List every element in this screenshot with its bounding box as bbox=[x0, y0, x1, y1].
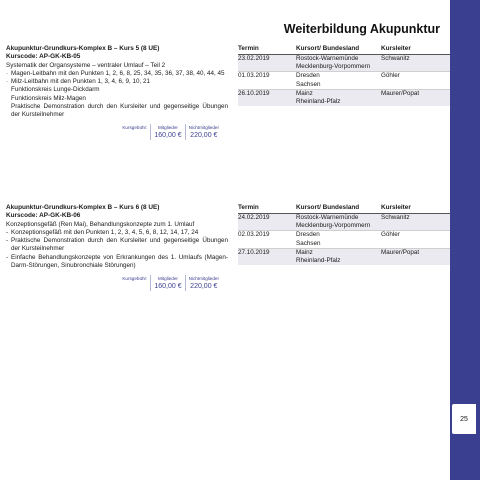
fee-non-members-value: 220,00 € bbox=[190, 283, 218, 291]
course-schedule bbox=[238, 204, 450, 265]
fee-label: Kursgebühr: bbox=[122, 125, 148, 131]
row-date: 27.10.2019 bbox=[238, 248, 296, 257]
row-region: Mecklenburg-Vorpommern bbox=[296, 63, 381, 72]
list-item: - Konzeptionsgefäß mit den Punkten 1, 2, 3, 4, 5, 6, 8, 12, 14, 17, 24 bbox=[6, 229, 199, 237]
row-location: Mainz bbox=[296, 89, 381, 98]
fee-members-label: Mitglieder bbox=[158, 125, 178, 131]
row-location: Rostock-Warnemünde bbox=[296, 214, 381, 223]
list-item: Funktionskreis Milz-Magen bbox=[11, 94, 86, 102]
list-item: Funktionskreis Lunge-Dickdarm bbox=[11, 86, 100, 94]
fee-non-members-value: 220,00 € bbox=[190, 132, 218, 140]
row-instructor: Schwanitz bbox=[381, 214, 450, 223]
page-title: Weiterbildung Akupunktur bbox=[283, 22, 440, 36]
column-header-location: Kursort/ Bundesland bbox=[296, 204, 381, 214]
row-instructor: Maurer/Popat bbox=[381, 248, 450, 257]
table-row-continued bbox=[238, 98, 450, 106]
fee-non-members-label: Nichtmitglieder bbox=[188, 276, 219, 282]
row-instructor: Göhler bbox=[381, 231, 450, 240]
table-row bbox=[238, 72, 450, 81]
row-region: Sachsen bbox=[296, 239, 321, 247]
list-item: - Einfache Behandlungskonzepte von Erkrankungen des 1. Umlaufs (Magen-Darm-Störungen, Sinubronchiale Störungen) bbox=[6, 253, 228, 269]
course-description bbox=[6, 204, 228, 291]
column-header-instructor: Kursleiter bbox=[381, 45, 450, 55]
list-item: · Magen-Leitbahn mit den Punkten 1, 2, 6, 8, 25, 34, 35, 36, 37, 38, 40, 44, 45 bbox=[6, 70, 225, 78]
row-region: Mecklenburg-Vorpommern bbox=[296, 222, 381, 231]
table-row-continued bbox=[238, 81, 450, 90]
list-item: · Milz-Leitbahn mit den Punkten 1, 3, 4, 6, 9, 10, 21 bbox=[6, 78, 150, 86]
fee-non-members-label: Nichtmitglieder bbox=[188, 125, 219, 131]
course-topic-list bbox=[6, 70, 228, 119]
column-header-instructor: Kursleiter bbox=[381, 204, 450, 214]
course-fee bbox=[6, 275, 228, 291]
fee-label: Kursgebühr: bbox=[122, 276, 148, 282]
row-region: Rheinland-Pfalz bbox=[296, 98, 381, 106]
course-description bbox=[6, 45, 228, 140]
list-item: Praktische Demonstration durch den Kursleiter und gegenseitige Übungen der Kursteilnehmer bbox=[11, 102, 228, 119]
course-schedule bbox=[238, 45, 450, 106]
row-instructor: Göhler bbox=[381, 72, 450, 81]
row-region: Sachsen bbox=[296, 80, 321, 88]
side-bar bbox=[450, 0, 480, 480]
course-intro: Systematik der Organsysteme – ventraler Umlauf – Teil 2 bbox=[6, 61, 166, 69]
row-location: Dresden bbox=[296, 72, 381, 81]
row-location: Rostock-Warnemünde bbox=[296, 55, 381, 64]
course-topic-list bbox=[6, 229, 228, 270]
course-title: Akupunktur-Grundkurs-Komplex B – Kurs 6 (8 UE) bbox=[6, 204, 160, 211]
row-date: 26.10.2019 bbox=[238, 89, 296, 98]
table-row bbox=[238, 214, 450, 223]
table-row bbox=[238, 231, 450, 240]
row-date: 01.03.2019 bbox=[238, 72, 296, 81]
page-number: 25 bbox=[452, 404, 476, 434]
column-header-location: Kursort/ Bundesland bbox=[296, 45, 381, 55]
list-item: - Praktische Demonstration durch den Kursleiter und gegenseitige Übungen der Kursteilnehmer bbox=[6, 237, 228, 253]
row-date: 02.03.2019 bbox=[238, 231, 296, 240]
row-instructor: Schwanitz bbox=[381, 55, 450, 64]
fee-members-label: Mitglieder bbox=[158, 276, 178, 282]
table-row bbox=[238, 89, 450, 98]
table-row-continued bbox=[238, 63, 450, 72]
course-intro: Konzeptionsgefäß (Ren Mai), Behandlungskonzepte zum 1. Umlauf bbox=[6, 220, 195, 228]
row-instructor: Maurer/Popat bbox=[381, 89, 450, 98]
table-row-continued bbox=[238, 257, 450, 265]
course-title: Akupunktur-Grundkurs-Komplex B – Kurs 5 (8 UE) bbox=[6, 45, 160, 52]
schedule-table bbox=[238, 204, 450, 265]
column-header-date: Termin bbox=[238, 204, 296, 214]
fee-members-value: 160,00 € bbox=[154, 283, 182, 291]
fee-members-value: 160,00 € bbox=[154, 132, 182, 140]
row-region: Rheinland-Pfalz bbox=[296, 257, 381, 265]
course-code: Kurscode: AP-GK-KB-05 bbox=[6, 53, 81, 61]
row-date: 24.02.2019 bbox=[238, 214, 296, 223]
row-date: 23.02.2019 bbox=[238, 55, 296, 64]
table-row-continued bbox=[238, 240, 450, 249]
row-location: Dresden bbox=[296, 231, 381, 240]
table-row bbox=[238, 55, 450, 64]
table-row bbox=[238, 248, 450, 257]
row-location: Mainz bbox=[296, 248, 381, 257]
course-code: Kurscode: AP-GK-KB-06 bbox=[6, 212, 81, 220]
column-header-date: Termin bbox=[238, 45, 296, 55]
table-row-continued bbox=[238, 222, 450, 231]
course-fee bbox=[6, 124, 228, 140]
schedule-table bbox=[238, 45, 450, 106]
